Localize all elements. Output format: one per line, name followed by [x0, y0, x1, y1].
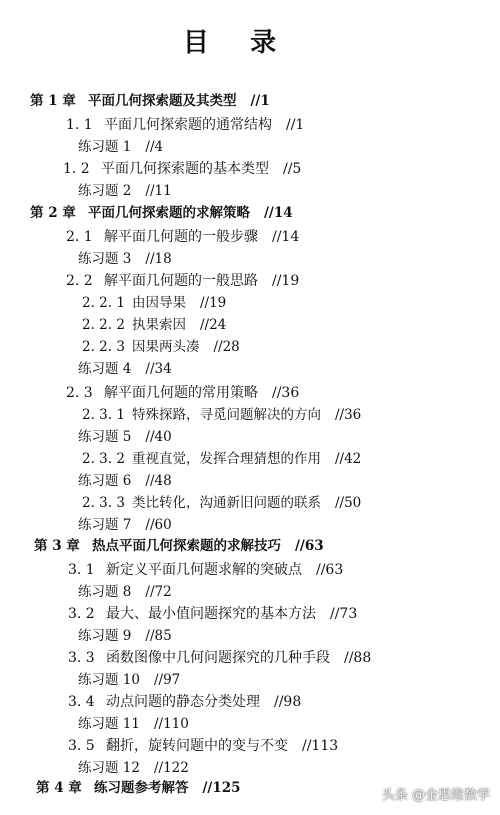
toc-entry-title: 练习题 7: [78, 517, 132, 533]
toc-chapter-entry: [30, 92, 270, 110]
toc-entry-number: 2. 3. 1: [82, 407, 125, 423]
toc-entry-number: 第 3 章: [34, 538, 80, 554]
toc-entry-number: 第 2 章: [30, 205, 76, 221]
toc-chapter-entry: [36, 779, 241, 797]
toc-entry-title: 练习题 11: [78, 716, 140, 732]
toc-section-entry: [82, 316, 226, 334]
toc-section-entry: [68, 561, 343, 579]
toc-entry-page: //11: [145, 183, 172, 199]
toc-entry-page: //34: [145, 361, 172, 377]
toc-section-entry: [68, 693, 301, 711]
toc-entry-page: //19: [272, 273, 300, 289]
toc-exercise-entry: [78, 472, 172, 490]
toc-section-entry: [66, 228, 299, 246]
toc-entry-number: 2. 2. 3: [82, 339, 125, 355]
toc-exercise-entry: [78, 138, 163, 156]
toc-entry-page: //113: [302, 738, 339, 754]
toc-entry-title: 类比转化，沟通新旧问题的联系: [132, 495, 321, 511]
toc-entry-title: 练习题 1: [78, 139, 132, 155]
toc-entry-number: 2. 2. 1: [82, 295, 125, 311]
toc-entry-title: 练习题 5: [78, 429, 132, 445]
toc-entry-title: 解平面几何题的一般思路: [104, 273, 258, 289]
toc-entry-page: //1: [250, 93, 270, 109]
toc-entry-title: 最大、最小值问题探究的基本方法: [106, 606, 316, 622]
toc-exercise-entry: [78, 715, 189, 733]
toc-section-entry: [82, 450, 361, 468]
toc-section-entry: [82, 294, 226, 312]
toc-entry-number: 第 4 章: [36, 780, 82, 796]
toc-entry-page: //19: [200, 295, 227, 311]
toc-chapter-entry: [34, 537, 324, 555]
toc-exercise-entry: [78, 627, 172, 645]
toc-entry-page: //88: [344, 650, 372, 666]
toc-entry-page: //122: [153, 760, 189, 776]
toc-entry-page: //63: [295, 538, 324, 554]
toc-entry-title: 练习题 6: [78, 473, 132, 489]
toc-entry-title: 新定义平面几何题求解的突破点: [106, 562, 302, 578]
toc-entry-page: //85: [145, 628, 172, 644]
toc-entry-title: 平面几何探索题及其类型: [88, 93, 237, 109]
toc-entry-number: 3. 2: [68, 606, 95, 622]
toc-section-entry: [82, 406, 361, 424]
toc-entry-title: 翻折，旋转问题中的变与不变: [106, 738, 288, 754]
toc-entry-title: 练习题参考解答: [94, 780, 189, 796]
toc-entry-number: 1. 2: [63, 161, 90, 177]
toc-entry-page: //14: [272, 229, 300, 245]
toc-entry-page: //28: [213, 339, 240, 355]
toc-entry-number: 3. 5: [68, 738, 95, 754]
toc-entry-page: //40: [145, 429, 172, 445]
toc-entry-page: //1: [286, 117, 305, 133]
toc-entry-title: 重视直觉，发挥合理猜想的作用: [132, 451, 321, 467]
toc-entry-number: 2. 2. 2: [82, 317, 125, 333]
toc-entry-page: //72: [145, 584, 172, 600]
toc-entry-number: 2. 1: [66, 229, 93, 245]
toc-entry-title: 练习题 9: [78, 628, 132, 644]
toc-entry-page: //125: [202, 780, 241, 796]
toc-entry-title: 热点平面几何探索题的求解技巧: [92, 538, 281, 554]
toc-entry-title: 平面几何探索题的基本类型: [101, 161, 269, 177]
toc-entry-number: 3. 1: [68, 562, 95, 578]
toc-entry-page: //98: [274, 694, 302, 710]
toc-entry-page: //42: [335, 451, 362, 467]
toc-entry-title: 特殊探路，寻觅问题解决的方向: [132, 407, 321, 423]
toc-chapter-entry: [30, 204, 293, 222]
toc-section-entry: [68, 737, 338, 755]
toc-entry-title: 练习题 8: [78, 584, 132, 600]
toc-entry-title: 由因导果: [132, 295, 186, 311]
toc-section-entry: [68, 649, 371, 667]
toc-entry-page: //36: [335, 407, 362, 423]
toc-exercise-entry: [78, 182, 172, 200]
toc-section-entry: [66, 116, 304, 134]
toc-section-entry: [82, 494, 361, 512]
toc-section-entry: [63, 160, 301, 178]
toc-entry-page: //73: [330, 606, 358, 622]
toc-entry-number: 3. 4: [68, 694, 95, 710]
toc-exercise-entry: [78, 671, 180, 689]
toc-entry-page: //24: [200, 317, 227, 333]
toc-entry-page: //48: [145, 473, 172, 489]
toc-section-entry: [66, 272, 299, 290]
toc-exercise-entry: [78, 250, 172, 268]
toc-exercise-entry: [78, 759, 189, 777]
toc-entry-number: 2. 2: [66, 273, 93, 289]
toc-entry-number: 2. 3. 3: [82, 495, 125, 511]
toc-section-entry: [82, 338, 240, 356]
toc-entry-page: //5: [283, 161, 302, 177]
toc-entry-page: //60: [145, 517, 172, 533]
toc-section-entry: [66, 384, 299, 402]
toc-entry-title: 函数图像中几何问题探究的几种手段: [106, 650, 330, 666]
toc-entry-page: //97: [153, 672, 181, 688]
toc-entry-page: //50: [335, 495, 362, 511]
toc-entry-number: 2. 3. 2: [82, 451, 125, 467]
toc-entry-title: 练习题 10: [78, 672, 140, 688]
toc-entry-title: 练习题 2: [78, 183, 132, 199]
toc-entry-title: 练习题 4: [78, 361, 132, 377]
toc-entry-number: 2. 3: [66, 385, 93, 401]
toc-entry-title: 执果索因: [132, 317, 186, 333]
toc-entry-title: 因果两头凑: [132, 339, 200, 355]
toc-entry-title: 平面几何探索题的求解策略: [88, 205, 250, 221]
toc-exercise-entry: [78, 583, 172, 601]
toc-exercise-entry: [78, 360, 172, 378]
toc-entry-page: //18: [145, 251, 172, 267]
toc-exercise-entry: [78, 516, 172, 534]
toc-section-entry: [68, 605, 357, 623]
toc-entry-title: 解平面几何题的一般步骤: [104, 229, 258, 245]
toc-entry-number: 3. 3: [68, 650, 95, 666]
toc-entry-page: //4: [145, 139, 164, 155]
toc-entry-page: //110: [153, 716, 189, 732]
toc-entry-page: //63: [316, 562, 344, 578]
toc-entry-title: 动点问题的静态分类处理: [106, 694, 260, 710]
watermark: 头条 @金思维数学: [381, 788, 490, 803]
toc-entry-page: //14: [264, 205, 293, 221]
toc-entry-number: 第 1 章: [30, 93, 76, 109]
toc-entry-title: 练习题 3: [78, 251, 132, 267]
toc-title: 目 录: [182, 28, 278, 58]
toc-entry-title: 练习题 12: [78, 760, 140, 776]
toc-entry-title: 解平面几何题的常用策略: [104, 385, 258, 401]
toc-exercise-entry: [78, 428, 172, 446]
toc-entry-number: 1. 1: [66, 117, 93, 133]
toc-entry-page: //36: [272, 385, 300, 401]
toc-entry-title: 平面几何探索题的通常结构: [104, 117, 272, 133]
